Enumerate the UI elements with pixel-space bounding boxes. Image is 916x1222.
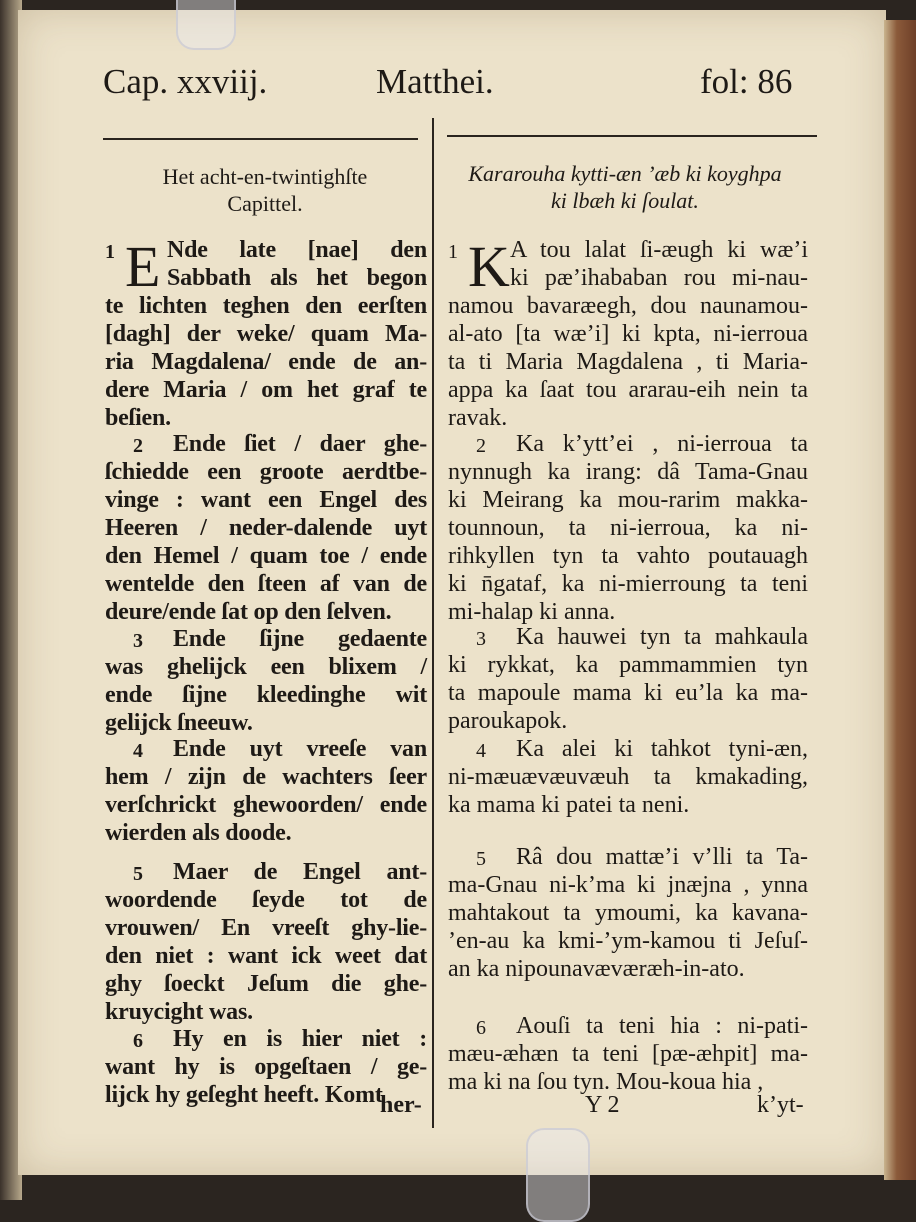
page-clip-top [176, 0, 236, 50]
folio-number: fol: 86 [700, 62, 793, 101]
title-line: Het acht-en-twintighſte [162, 164, 368, 189]
verse-number: 1 [105, 241, 115, 263]
text-line: Ka alei ki tahkot tyni-æn, [516, 736, 808, 762]
text-line: tounnoun, ta ni-ierroua, ka ni- [448, 515, 808, 541]
verse-2 [105, 430, 427, 626]
title-line: ki lbæh ki ſoulat. [551, 188, 699, 213]
text-line: rihkyllen tyn ta vahto poutauagh [448, 543, 808, 569]
book-edge-right [884, 20, 916, 1180]
text-line: ria Magdalena/ ende de an- [105, 349, 427, 375]
verse-3 [105, 625, 427, 737]
verse-4 [448, 735, 808, 819]
text-line: gelijck ſneeuw. [105, 710, 253, 736]
text-line: ki Meirang ka mou-rarim makka- [448, 487, 808, 513]
verse-5 [448, 843, 808, 983]
verse-number: 5 [476, 848, 486, 870]
text-line: woordende ſeyde tot de [105, 887, 427, 913]
verse-number: 3 [476, 628, 486, 650]
verse-number: 6 [133, 1030, 143, 1052]
text-line: wierden als doode. [105, 820, 292, 846]
text-line: den Hemel / quam toe / ende [105, 543, 427, 569]
text-line: ravak. [448, 405, 508, 431]
verse-number: 2 [476, 435, 486, 457]
verse-4 [105, 735, 427, 847]
text-line: ki pæ’ihababan rou mi-nau- [510, 265, 808, 291]
text-line: Ende ſiet / daer ghe- [173, 431, 427, 457]
catchword: k’yt- [757, 1092, 804, 1118]
text-line: te lichten teghen den eerſten [105, 293, 427, 319]
text-line: vrouwen/ En vreeſt ghy-lie- [105, 915, 427, 941]
text-line: ma-Gnau ni-k’ma ki jnæjna , ynna [448, 872, 808, 898]
text-line: ki n̄gataf, ka ni-mierroung ta teni [448, 571, 808, 597]
text-line: lijck hy geſeght heeft. Komt [105, 1082, 383, 1108]
text-line: Sabbath als het begon [167, 265, 427, 291]
text-line: ghy ſoeckt Jeſum die ghe- [105, 971, 427, 997]
text-line: nynnugh ka irang: dâ Tama-Gnau [448, 459, 808, 485]
text-line: was ghelijck een blixem / [105, 654, 427, 680]
verse-6 [105, 1025, 427, 1109]
text-line: mi-halap ki anna. [448, 599, 616, 625]
text-line: ende ſijne kleedinghe wit [105, 682, 427, 708]
text-line: Aouſi ta teni hia : ni-pati- [516, 1013, 808, 1039]
text-line: namou bavaræegh, dou naunamou- [448, 293, 808, 319]
header-rule-right [447, 135, 817, 137]
text-line: ta mapoule mama ki eu’la ka ma- [448, 680, 808, 706]
text-line: Maer de Engel ant- [173, 859, 427, 885]
text-line: dere Maria / om het graf te [105, 377, 427, 403]
text-line: Ka hauwei tyn ta mahkaula [516, 624, 808, 650]
text-line: vinge : want een Engel des [105, 487, 427, 513]
text-line: ka mama ki patei ta neni. [448, 792, 690, 818]
text-line: Ka k’ytt’ei , ni-ierroua ta [516, 431, 808, 457]
text-line: al-ato [ta wæ’i] ki kpta, ni-ierroua [448, 321, 808, 347]
text-line: ki rykkat, ka pammammien tyn [448, 652, 808, 678]
text-line: beſien. [105, 405, 171, 431]
text-line: A tou lalat ſi-æugh ki wæ’i [510, 237, 808, 263]
text-line: ſchiedde een groote aerdtbe- [105, 459, 427, 485]
running-head-book: Matthei. [376, 62, 494, 101]
chapter-title-formosan [445, 160, 805, 214]
verse-6 [448, 1012, 808, 1096]
verse-number: 5 [133, 863, 143, 885]
text-line: kruycight was. [105, 999, 253, 1025]
chapter-title-dutch [105, 163, 425, 217]
signature-mark: Y 2 [585, 1092, 620, 1118]
drop-cap: K [468, 234, 510, 299]
text-line: Heeren / neder-dalende uyt [105, 515, 427, 541]
text-line: Ende ſijne gedaente [173, 626, 427, 652]
text-line: Râ dou mattæ’i v’lli ta Ta- [516, 844, 808, 870]
column-divider [432, 118, 434, 1128]
text-line: appa ka ſaat tou ararau-eih nein ta [448, 377, 808, 403]
text-line: mahtakout ta ymoumi, ka kavana- [448, 900, 808, 926]
text-line: hem / zijn de wachters ſeer [105, 764, 427, 790]
verse-5 [105, 858, 427, 1026]
verse-number: 4 [133, 740, 143, 762]
verse-1 [448, 236, 808, 432]
text-line: den niet : want ick weet dat [105, 943, 427, 969]
text-line: ni-mæuævæuvæuh ta kmakading, [448, 764, 808, 790]
verse-number: 4 [476, 740, 486, 762]
verse-number: 3 [133, 630, 143, 652]
verse-number: 6 [476, 1017, 486, 1039]
verse-number: 2 [133, 435, 143, 457]
text-line: Nde late [nae] den [167, 237, 427, 263]
text-line: want hy is opgeſtaen / ge- [105, 1054, 427, 1080]
verse-3 [448, 623, 808, 735]
verse-number: 1 [448, 241, 458, 263]
verse-1 [105, 236, 427, 432]
header-rule-left [103, 138, 418, 140]
text-line: deure/ende ſat op den ſelven. [105, 599, 392, 625]
text-line: mæu-æhæn ta teni [pæ-æhpit] ma- [448, 1041, 808, 1067]
text-line: ma ki na ſou tyn. Mou-koua hia , [448, 1069, 764, 1095]
text-line: Ende uyt vreeſe van [173, 736, 427, 762]
running-head-chapter: Cap. xxviij. [103, 62, 268, 101]
text-line: Hy en is hier niet : [173, 1026, 427, 1052]
verse-2 [448, 430, 808, 626]
drop-cap: E [125, 234, 161, 299]
text-line: an ka nipounavæværæh-in-ato. [448, 956, 745, 982]
text-line: ’en-au ka kmi-’ym-kamou ti Jeſuſ- [448, 928, 808, 954]
title-line: Kararouha kytti-æn ’æb ki koyghpa [468, 161, 782, 186]
page-clip-bottom [526, 1128, 590, 1222]
title-line: Capittel. [227, 191, 303, 216]
text-line: wentelde den ſteen af van de [105, 571, 427, 597]
text-line: ta ti Maria Magdalena , ti Maria- [448, 349, 808, 375]
text-line: verſchrickt ghewoorden/ ende [105, 792, 427, 818]
catchword: her- [380, 1092, 422, 1118]
text-line: paroukapok. [448, 708, 568, 734]
text-line: [dagh] der weke/ quam Ma- [105, 321, 427, 347]
